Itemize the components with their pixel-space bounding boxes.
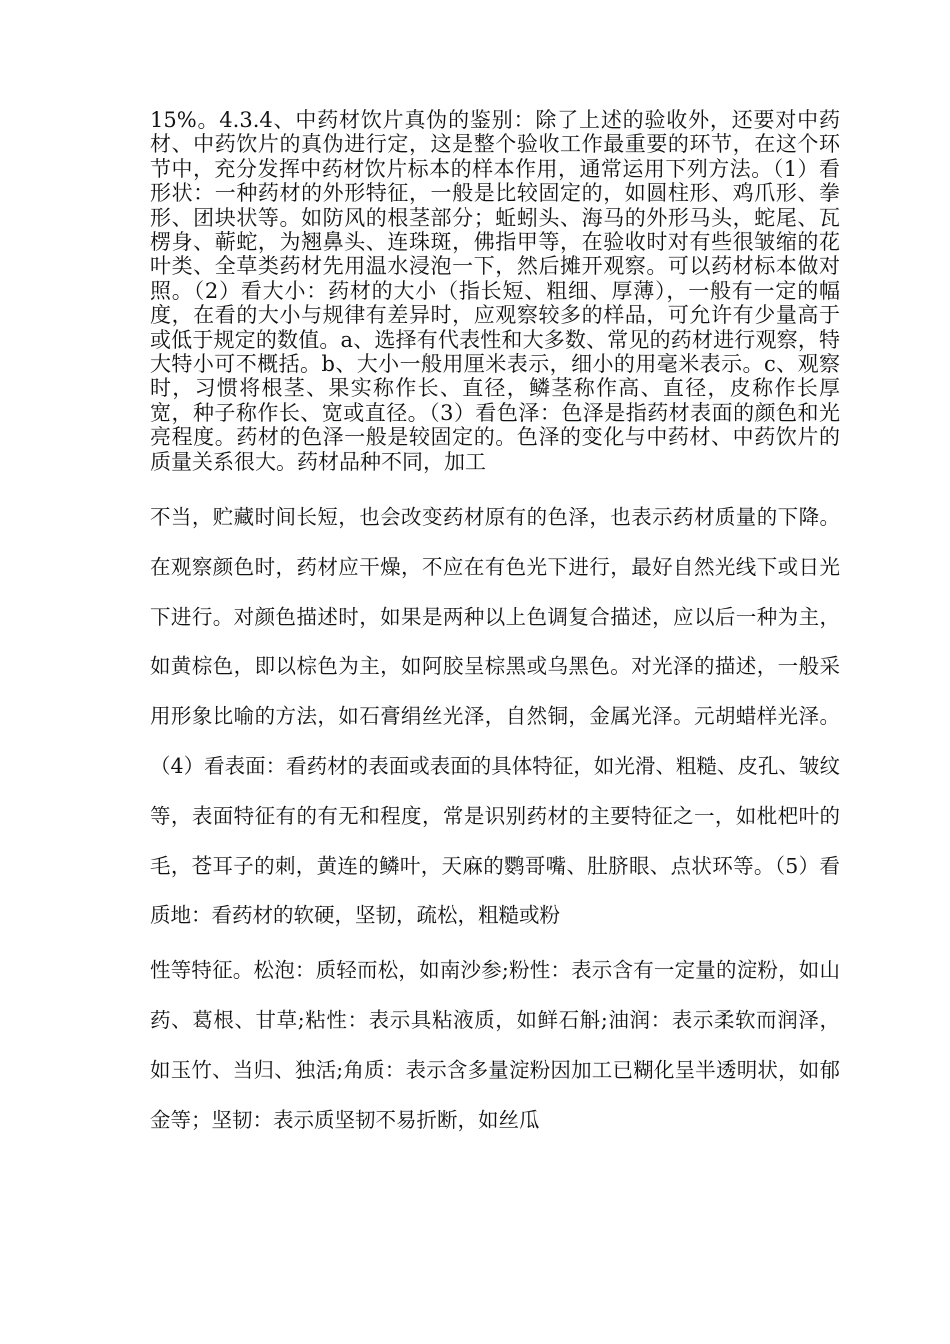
document-page — [150, 108, 840, 1145]
paragraph-color-surface: 不当，贮藏时间长短，也会改变药材原有的色泽，也表示药材质量的下降。在观察颜色时，药材应干燥，不应在有色光下进行，最好自然光线下或日光下进行。对颜色描述时，如果是两种以上色调复合描述，应以后一种为主，如黄棕色，即以棕色为主，如阿胶呈棕黑或乌黑色。对光泽的描述，一般采用形象比喻的方法，如石膏绢丝光泽，自然铜，金属光泽。元胡蜡样光泽。（4）看表面：看药材的表面或表面的具体特征，如光滑、粗糙、皮孔、皱纹等，表面特征有的有无和程度，常是识别药材的主要特征之一，如枇杷叶的毛，苍耳子的刺，黄连的鳞叶，天麻的鹦哥嘴、肚脐眼、点状环等。（5）看质地：看药材的软硬，坚韧，疏松，粗糙或粉 — [150, 505, 840, 928]
paragraph-identification-methods: 15%。4.3.4、中药材饮片真伪的鉴别：除了上述的验收外，还要对中药材、中药饮片的真伪进行定，这是整个验收工作最重要的环节，在这个环节中，充分发挥中药材饮片标本的样本作用，通常运用下列方法。（1）看形状：一种药材的外形特征，一般是比较固定的，如圆柱形、鸡爪形、拳形、团块状等。如防风的根茎部分；蚯蚓头、海马的外形马头，蛇尾、瓦楞身、蕲蛇，为翘鼻头、连珠斑，佛指甲等，在验收时对有些很皱缩的花叶类、全草类药材先用温水浸泡一下，然后摊开观察。可以药材标本做对照。（2）看大小：药材的大小（指长短、粗细、厚薄），一般有一定的幅度，在看的大小与规律有差异时，应观察较多的样品，可允许有少量高于或低于规定的数值。a、选择有代表性和大多数、常见的药材进行观察，特大特小可不概括。b、大小一般用厘米表示，细小的用毫米表示。c、观察时，习惯将根茎、果实称作长、直径，鳞茎称作高、直径，皮称作长厚宽，种子称作长、宽或直径。（3）看色泽：色泽是指药材表面的颜色和光亮程度。药材的色泽一般是较固定的。色泽的变化与中药材、中药饮片的质量关系很大。药材品种不同，加工 — [150, 108, 840, 474]
paragraph-texture: 性等特征。松泡：质轻而松，如南沙参;粉性：表示含有一定量的淀粉，如山药、葛根、甘草;粘性：表示具粘液质，如鲜石斛;油润：表示柔软而润泽，如玉竹、当归、独活;角质：表示含多量淀粉因加工已糊化呈半透明状，如郁金等；坚韧：表示质坚韧不易折断，如丝瓜 — [150, 958, 840, 1132]
